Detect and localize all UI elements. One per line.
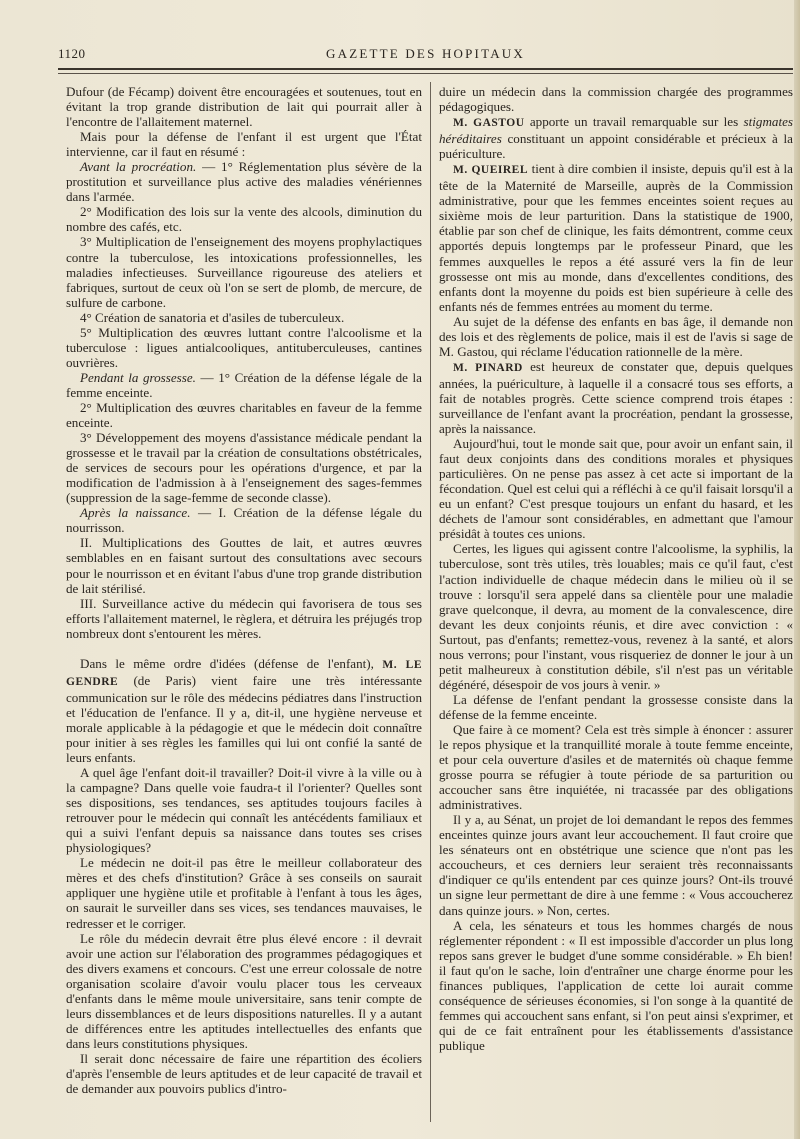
paragraph: A cela, les sénateurs et tous les hommes chargés de nous réglementer répondent : « Il est impossible d'accorder un plus long repos sans grever le budget d'une somme considérable. » Eh bien! il faut qu'on le sache, loin d'entraîner une charge énorme pour les finances publiques, l'application de cette loi aurait comme conséquence de sérieuses économies, si l'on songe à la quantité de femmes qui accouchent sans enfant, si l'on peut ainsi s'exprimer, et qui de ce fait entraînent pour les établissements d'assistance publique: [439, 917, 793, 1053]
paragraph: [66, 370, 422, 400]
page-edge: [794, 0, 800, 1139]
paragraph: [66, 159, 422, 204]
paragraph: 3° Multiplication de l'enseignement des moyens prophylactiques contre la tuberculose, les intoxications professionnelles, les maladies infectieuses. Surveillance rigoureuse des ateliers et fabriques, surtout de ceux où l'on se sert de plomb, de mercure, de sulfure de carbone.: [66, 234, 422, 310]
paragraph: La défense de l'enfant pendant la grossesse consiste dans la défense de la femme enceinte.: [439, 691, 793, 722]
paragraph: duire un médecin dans la commission chargée des programmes pédagogiques.: [439, 84, 793, 115]
paragraph: A quel âge l'enfant doit-il travailler? Doit-il vivre à la ville ou à la campagne? Dans quelle voie faudra-t il l'orienter? Quelles sont ses dispositions, ses tendances, ses aptitudes toujours faciles à retrouver pour le médecin qui connaît les antécédents familiaux et qui a suivi l'enfant depuis sa naissance dans toutes ses crises physiologiques?: [66, 765, 422, 856]
speaker-name: M. LE GENDRE: [66, 658, 422, 688]
journal-title: GAZETTE DES HOPITAUX: [326, 46, 525, 61]
right-column: [439, 84, 793, 1053]
section-label: Avant la procréation.: [80, 159, 197, 175]
paragraph-text: — 1° Création de la défense légale de la femme enceinte.: [66, 369, 422, 400]
paragraph: Il y a, au Sénat, un projet de loi demandant le repos des femmes enceintes quinze jours avant leur accouchement. Il faut croire que les sénateurs ont en obstétrique une science que n'ont pas les accoucheurs, et ces derniers leur seraient très reconnaissants d'indiquer ce qu'ils entendent par ces quinze jours? Ont-ils trouvé un signe leur permettant de dire à une femme : « Vous accoucherez dans quinze jours. » Non, certes.: [439, 812, 793, 918]
paragraph: Il serait donc nécessaire de faire une répartition des écoliers d'après l'ensemble de leurs aptitudes et de leur capacité de travail et de demander aux pouvoirs publics d'intro-: [66, 1050, 422, 1097]
paragraph: Mais pour la défense de l'enfant il est urgent que l'État intervienne, car il faut en résumé :: [66, 129, 422, 160]
paragraph-text: constituant un appoint considérable et précieux à la puériculture.: [439, 131, 793, 162]
speaker-name: M. GASTOU: [453, 117, 525, 130]
paragraph-text: — 1° Réglementation plus sévère de la prostitution et surveillance plus active des maladies vénériennes dans l'armée.: [66, 159, 422, 205]
paragraph-text: tient à dire combien il insiste, depuis qu'il est à la tête de la Maternité de Marseille, auprès de la Commission administrative, pour que les femmes enceintes soient reçues au sixième mois de leur parturition. Dans la statistique de 1900, établie par son chef de clinique, les faits démontrent, comme ceux apportés depuis longtemps par le professeur Pinard, que les femmes auxquelles le repos a été assuré vers la fin de leur grossesse ont mis au monde, dans d'excellentes conditions, des enfants dont la moyenne du poids est bien supérieure à celle des enfants nés de femmes entrées au moment du terme.: [439, 161, 793, 314]
page-number: 1120: [58, 46, 86, 61]
speaker-name: M. PINARD: [453, 361, 523, 374]
paragraph-text: — I. Création de la défense légale du nourrisson.: [66, 505, 422, 536]
paragraph: III. Surveillance active du médecin qui favorisera de tous ses efforts l'allaitement maternel, le règlera, et détruira les préjugés trop nombreux dont s'entourent les mères.: [66, 595, 422, 641]
left-column: [66, 84, 422, 1096]
paragraph: Aujourd'hui, tout le monde sait que, pour avoir un enfant sain, il faut deux conjoints dans des conditions morales et physiques particulières. On ne pense pas assez à cet acte si important de la fécondation. Quel est celui qui a réfléchi à ce qu'il faisait lorsqu'il a eu un enfant? C'est presque toujours un enfant du hasard, et les déchets de l'amour sont considérables, en admettant que l'amour présidât à toutes ces unions.: [439, 436, 793, 542]
paragraph: II. Multiplications des Gouttes de lait, et autres œuvres semblables en en faisant surtout des consultations avec secours pour le nourrisson et en évitant l'abus d'une trop grande distribution de lait stérilisé.: [66, 535, 422, 596]
header-rule-thin: [58, 73, 793, 74]
paragraph-text: (de Paris) vient faire une très intéressante communication sur le rôle des médecins pédiatres dans l'instruction et l'éducation de l'enfance. Il y a, dit-il, une hygiène nerveuse et morale applicable à la pédagogie et que le médecin doit connaître pour initier à ses règles les familles qui lui ont confié la santé de leurs enfants.: [66, 672, 422, 766]
paragraph: [66, 505, 422, 535]
section-label: Après la naissance.: [80, 505, 191, 521]
paragraph: Au sujet de la défense des enfants en bas âge, il demande non des lois et des règlements de police, mais il est de l'avis si sage de M. Gastou, qui réclame l'éducation rationnelle de la mère.: [439, 313, 793, 359]
paragraph: [439, 161, 793, 313]
paragraph: 2° Multiplication des œuvres charitables en faveur de la femme enceinte.: [66, 399, 422, 431]
emphasis-text: stigmates héréditaires: [439, 114, 793, 147]
paragraph: 5° Multiplication des œuvres luttant contre l'alcoolisme et la tuberculose : ligues antialcooliques, antituberculeuses, cantines ouvrières.: [66, 324, 422, 370]
paragraph: 3° Développement des moyens d'assistance médicale pendant la grossesse et le travail par la création de consultations obstétricales, de services de secours pour les opérations d'urgence, et par la modification de l'admission à à l'enseignement des sages-femmes (suppression de la sage-femme de seconde classe).: [66, 430, 422, 506]
paragraph-text: Dans le même ordre d'idées (défense de l'enfant),: [80, 655, 383, 671]
paragraph: Certes, les ligues qui agissent contre l'alcoolisme, la syphilis, la tuberculose, sont très utiles, très louables; mais ce qu'il faut, c'est l'action individuelle de chaque médecin dans le milieu où il se trouve : lorsqu'il sera appelé dans sa clientèle pour une maladie grave quelconque, il devra, au moment de la convalescence, dire devant les deux conjoints réunis, et dire avec conviction : « Surtout, pas d'enfants; remettez-vous, revenez à la santé, et alors nous verrons; pour l'instant, vous risqueriez de donner le jour à un petit malheureux à constitution débile, s'il n'est pas un véritable dégénéré, désespoir de vos jours à venir. »: [439, 541, 793, 692]
column-divider: [430, 82, 431, 1122]
page-header: [58, 46, 793, 68]
paragraph: 4° Création de sanatoria et d'asiles de tuberculeux.: [80, 309, 345, 325]
paragraph: Dufour (de Fécamp) doivent être encouragées et soutenues, tout en évitant la trop grande distribution de lait qui pourrait aller à l'encontre de l'allaitement maternel.: [66, 84, 422, 130]
paragraph: Le rôle du médecin devrait être plus élevé encore : il devrait avoir une action sur l'élaboration des programmes pédagogiques et des divers examens et concours. C'est une erreur colossale de notre organisation scolaire d'avoir voulu placer tous les cerveaux d'enfants dans le même moule universitaire, sans tenir compte de leurs dissemblances et de leurs dispositions naturelles. Il y a autant de différences entre les aptitudes intellectuelles des enfants que dans leurs constitutions physiques.: [66, 930, 422, 1051]
section-label: Pendant la grossesse.: [80, 369, 196, 385]
speaker-name: M. QUEIREL: [453, 164, 528, 177]
paragraph: Que faire à ce moment? Cela est très simple à énoncer : assurer le repos physique et la tranquillité morale à toute femme enceinte, et pour cela ouverture d'asiles et de maternités où chaque femme grosse pourra se réfugier à toute période de sa parturition ou accoucher sans être inquiétée, ni tracassée par des obligations administratives.: [439, 721, 793, 813]
paragraph: [66, 656, 422, 765]
paragraph-text: est heureux de constater que, depuis quelques années, la puériculture, à laquelle il a consacré tous ses efforts, a fait de notables progrès. Cette science comprend trois étapes : surveillance de l'enfant avant la procréation, pendant la grossesse, après la naissance.: [439, 358, 793, 437]
paragraph: 2° Modification des lois sur la vente des alcools, diminution du nombre des cafés, etc.: [66, 204, 422, 235]
paragraph: Le médecin ne doit-il pas être le meilleur collaborateur des mères et des chefs d'institution? Grâce à ses conseils on saurait appliquer une hygiène utile et profitable à l'enfant à tous les âges, on saurait le surveiller dans ses vices, ses tendances mauvaises, le redresser et le corriger.: [66, 855, 422, 931]
paragraph: [439, 114, 793, 161]
paragraph: [439, 359, 793, 436]
paragraph-text: apporte un travail remarquable sur les: [524, 114, 744, 130]
header-rule-thick: [58, 68, 793, 70]
